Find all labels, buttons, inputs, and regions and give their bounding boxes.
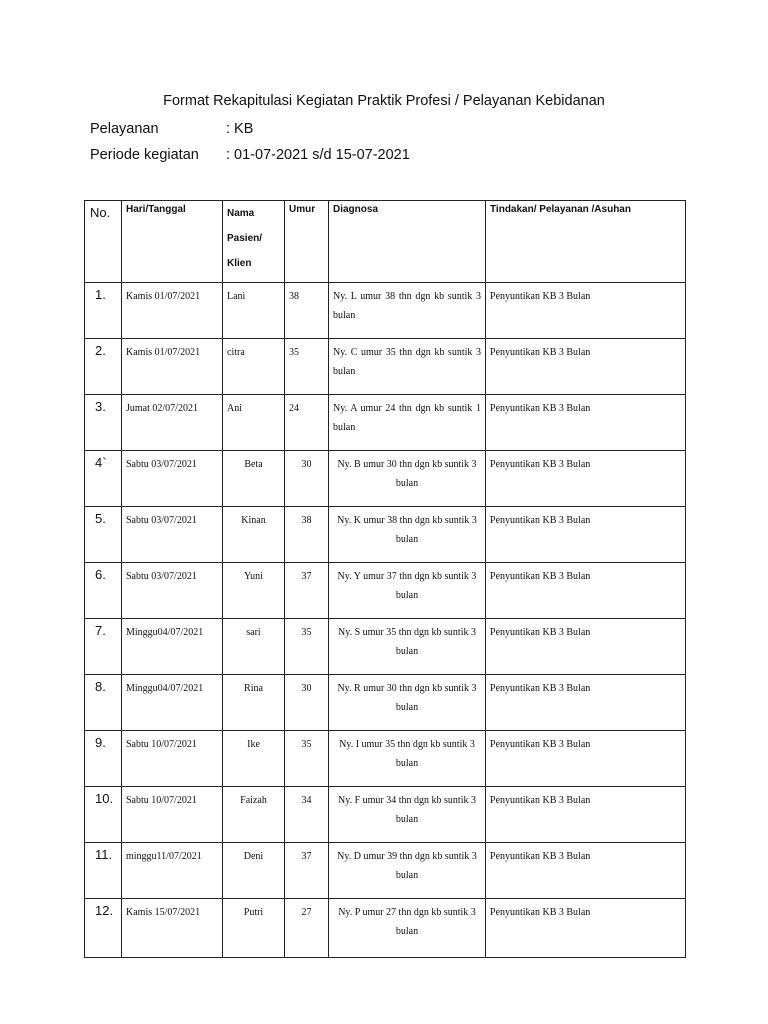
table-header-row (85, 201, 686, 283)
document-title: Format Rekapitulasi Kegiatan Praktik Profesi / Pelayanan Kebidanan (163, 93, 605, 109)
cell-umur: 30 (285, 451, 329, 507)
cell-tanggal: Sabtu 10/07/2021 (122, 787, 223, 843)
cell-diagnosa: Ny. A umur 24 thn dgn kb suntik 1 bulan (329, 395, 486, 451)
cell-umur: 35 (285, 339, 329, 395)
cell-tanggal: Sabtu 03/07/2021 (122, 451, 223, 507)
table-row (85, 675, 686, 731)
meta-pelayanan (90, 121, 253, 137)
cell-tanggal: Sabtu 03/07/2021 (122, 563, 223, 619)
cell-diagnosa: Ny. B umur 30 thn dgn kb suntik 3 bulan (329, 451, 486, 507)
meta-label: Pelayanan (90, 121, 159, 137)
cell-tanggal: Sabtu 03/07/2021 (122, 507, 223, 563)
table-row (85, 619, 686, 675)
header-no: No. (85, 201, 122, 283)
cell-umur: 35 (285, 731, 329, 787)
cell-nama: citra (223, 339, 285, 395)
cell-nama: Ike (223, 731, 285, 787)
recap-table (84, 200, 686, 958)
cell-nama: sari (223, 619, 285, 675)
cell-diagnosa: Ny. F umur 34 thn dgn kb suntik 3 bulan (329, 787, 486, 843)
cell-umur: 24 (285, 395, 329, 451)
cell-nama: Lani (223, 283, 285, 339)
cell-tindakan: Penyuntikan KB 3 Bulan (486, 675, 686, 731)
table-row (85, 451, 686, 507)
cell-tindakan: Penyuntikan KB 3 Bulan (486, 563, 686, 619)
cell-nama: Deni (223, 843, 285, 899)
cell-umur: 35 (285, 619, 329, 675)
header-diagnosa: Diagnosa (329, 201, 486, 283)
cell-umur: 34 (285, 787, 329, 843)
cell-tindakan: Penyuntikan KB 3 Bulan (486, 451, 686, 507)
cell-no: 2. (85, 339, 122, 395)
cell-tanggal: Kamis 01/07/2021 (122, 339, 223, 395)
table-row (85, 395, 686, 451)
cell-tindakan: Penyuntikan KB 3 Bulan (486, 899, 686, 958)
cell-nama: Beta (223, 451, 285, 507)
cell-umur: 30 (285, 675, 329, 731)
cell-tindakan: Penyuntikan KB 3 Bulan (486, 507, 686, 563)
cell-tindakan: Penyuntikan KB 3 Bulan (486, 339, 686, 395)
cell-tindakan: Penyuntikan KB 3 Bulan (486, 843, 686, 899)
meta-label: Periode kegiatan (90, 147, 199, 163)
cell-diagnosa: Ny. S umur 35 thn dgn kb suntik 3 bulan (329, 619, 486, 675)
table-row (85, 283, 686, 339)
cell-no: 4` (85, 451, 122, 507)
cell-diagnosa: Ny. P umur 27 thn dgn kb suntik 3 bulan (329, 899, 486, 958)
header-tanggal: Hari/Tanggal (122, 201, 223, 283)
cell-umur: 27 (285, 899, 329, 958)
cell-nama: Putri (223, 899, 285, 958)
cell-no: 11. (85, 843, 122, 899)
cell-no: 7. (85, 619, 122, 675)
cell-no: 1. (85, 283, 122, 339)
header-umur: Umur (285, 201, 329, 283)
cell-diagnosa: Ny. R umur 30 thn dgn kb suntik 3 bulan (329, 675, 486, 731)
cell-nama: Rina (223, 675, 285, 731)
cell-tanggal: Jumat 02/07/2021 (122, 395, 223, 451)
cell-diagnosa: Ny. D umur 39 thn dgn kb suntik 3 bulan (329, 843, 486, 899)
cell-umur: 37 (285, 563, 329, 619)
cell-tindakan: Penyuntikan KB 3 Bulan (486, 619, 686, 675)
table-row (85, 787, 686, 843)
table-row (85, 843, 686, 899)
cell-no: 8. (85, 675, 122, 731)
cell-diagnosa: Ny. Y umur 37 thn dgn kb suntik 3 bulan (329, 563, 486, 619)
header-nama-line1: Nama (227, 208, 255, 219)
table-row (85, 731, 686, 787)
meta-value: : 01-07-2021 s/d 15-07-2021 (226, 147, 410, 163)
cell-diagnosa: Ny. I umur 35 thn dgn kb suntik 3 bulan (329, 731, 486, 787)
cell-tindakan: Penyuntikan KB 3 Bulan (486, 283, 686, 339)
cell-tindakan: Penyuntikan KB 3 Bulan (486, 787, 686, 843)
cell-umur: 37 (285, 843, 329, 899)
meta-periode (90, 147, 410, 163)
header-tindakan: Tindakan/ Pelayanan /Asuhan (486, 201, 686, 283)
header-nama-line3: Klien (227, 258, 252, 269)
cell-tanggal: Minggu04/07/2021 (122, 675, 223, 731)
cell-umur: 38 (285, 283, 329, 339)
cell-no: 12. (85, 899, 122, 958)
cell-tanggal: minggu11/07/2021 (122, 843, 223, 899)
cell-tanggal: Sabtu 10/07/2021 (122, 731, 223, 787)
cell-no: 9. (85, 731, 122, 787)
cell-tanggal: Kamis 15/07/2021 (122, 899, 223, 958)
cell-no: 5. (85, 507, 122, 563)
cell-umur: 38 (285, 507, 329, 563)
cell-nama: Kinan (223, 507, 285, 563)
table-row (85, 563, 686, 619)
header-nama-line2: Pasien/ (227, 233, 263, 244)
cell-no: 3. (85, 395, 122, 451)
cell-diagnosa: Ny. K umur 38 thn dgn kb suntik 3 bulan (329, 507, 486, 563)
cell-tanggal: Kamis 01/07/2021 (122, 283, 223, 339)
meta-value: : KB (226, 121, 254, 137)
table-row (85, 899, 686, 958)
cell-nama: Yuni (223, 563, 285, 619)
table-row (85, 339, 686, 395)
cell-tanggal: Minggu04/07/2021 (122, 619, 223, 675)
cell-diagnosa: Ny. L umur 38 thn dgn kb suntik 3 bulan (329, 283, 486, 339)
cell-tindakan: Penyuntikan KB 3 Bulan (486, 731, 686, 787)
table-row (85, 507, 686, 563)
cell-nama: Ani (223, 395, 285, 451)
cell-no: 6. (85, 563, 122, 619)
cell-diagnosa: Ny. C umur 35 thn dgn kb suntik 3 bulan (329, 339, 486, 395)
header-nama (223, 201, 285, 283)
cell-no: 10. (85, 787, 122, 843)
cell-nama: Faizah (223, 787, 285, 843)
cell-tindakan: Penyuntikan KB 3 Bulan (486, 395, 686, 451)
